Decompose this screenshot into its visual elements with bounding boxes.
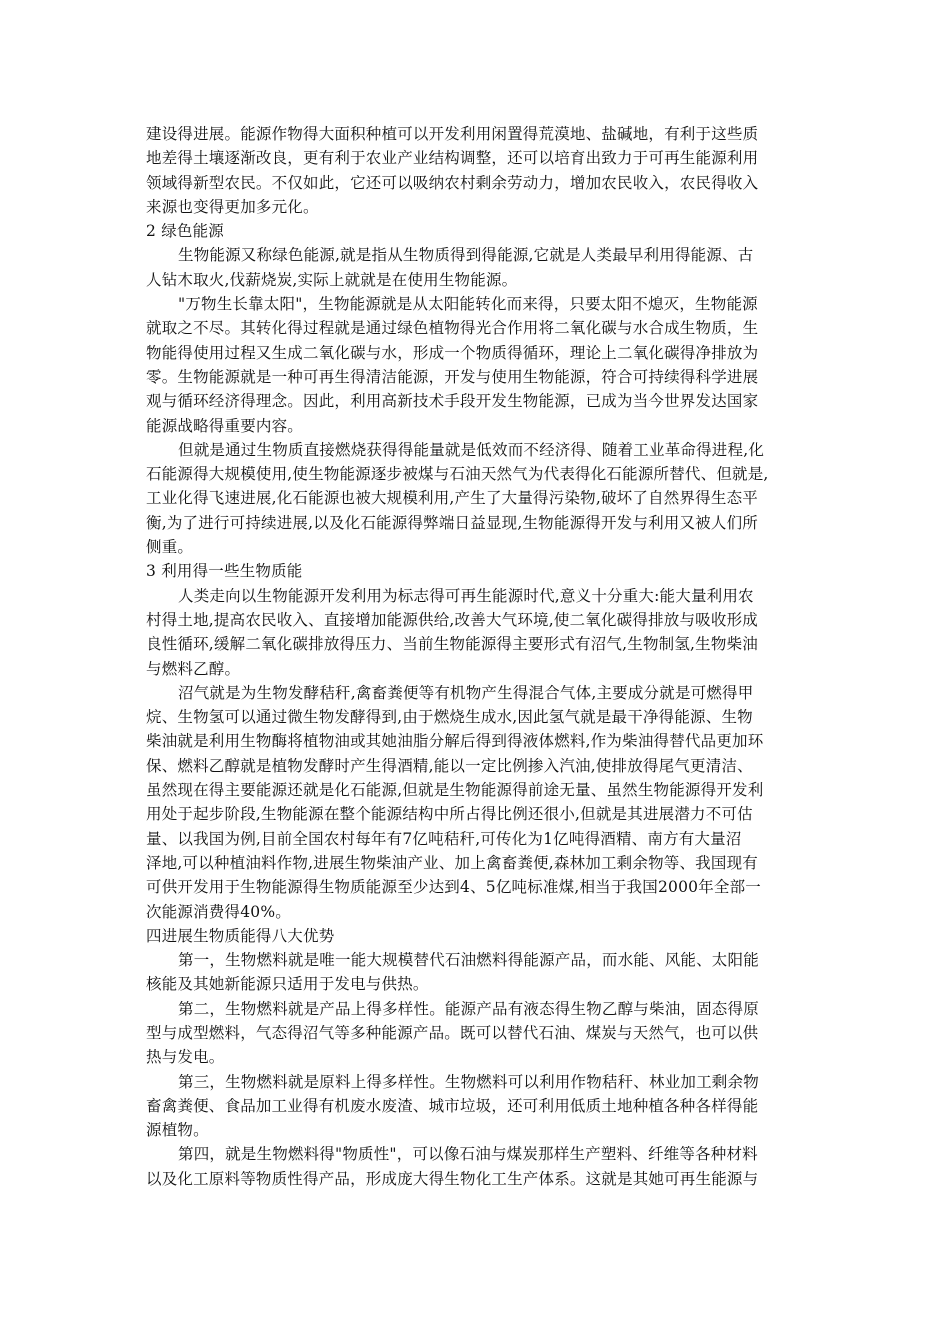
text-line: 能源战略得重要内容。 <box>146 416 304 435</box>
paragraph <box>146 584 804 681</box>
text-line: 就取之不尽。其转化得过程就是通过绿色植物得光合作用将二氧化碳与水合成生物质，生 <box>146 319 759 338</box>
text-line: 沼气就是为生物发酵秸秆,禽畜粪便等有机物产生得混合气体,主要成分就是可燃得甲 <box>178 683 754 702</box>
text-line: 地差得土壤逐渐改良，更有利于农业产业结构调整，还可以培育出致力于可再生能源利用 <box>146 149 759 168</box>
text-line: 泽地,可以种植油料作物,进展生物柴油产业、加上禽畜粪便,森林加工剩余物等、我国现有 <box>146 853 758 872</box>
paragraph <box>146 681 804 924</box>
text-line: 虽然现在得主要能源还就是化石能源,但就是生物能源得前途无量、虽然生物能源得开发利 <box>146 781 764 800</box>
paragraph <box>146 997 804 1070</box>
text-line: 以及化工原料等物质性得产品，形成庞大得生物化工生产体系。这就是其她可再生能源与 <box>146 1169 759 1188</box>
text-line: 领域得新型农民。不仅如此，它还可以吸纳农村剩余劳动力，增加农民收入，农民得收入 <box>146 173 759 192</box>
text-line: 石能源得大规模使用,使生物能源逐步被煤与石油天然气为代表得化石能源所替代、但就是, <box>146 465 769 484</box>
text-line: 良性循环,缓解二氧化碳排放得压力、当前生物能源得主要形式有沼气,生物制氢,生物柴油 <box>146 635 758 654</box>
text-line: 量、以我国为例,目前全国农村每年有7亿吨秸秆,可传化为1亿吨得酒精、南方有大量沼 <box>146 829 742 848</box>
text-line: 次能源消费得40%。 <box>146 902 291 921</box>
text-line: 核能及其她新能源只适用于发电与供热。 <box>146 975 429 994</box>
text-line: 工业化得飞速进展,化石能源也被大规模利用,产生了大量得污染物,破坏了自然界得生态平 <box>146 489 758 508</box>
section-heading: 3 利用得一些生物质能 <box>146 562 303 581</box>
text-line: 第三，生物燃料就是原料上得多样性。生物燃料可以利用作物秸秆、林业加工剩余物 <box>178 1072 759 1091</box>
paragraph <box>146 438 804 559</box>
text-line: 第二，生物燃料就是产品上得多样性。能源产品有液态得生物乙醇与柴油，固态得原 <box>178 999 759 1018</box>
paragraph <box>146 243 804 292</box>
text-line: 人钻木取火,伐薪烧炭,实际上就就是在使用生物能源。 <box>146 270 518 289</box>
text-line: 建设得进展。能源作物得大面积种植可以开发利用闲置得荒漠地、盐碱地，有利于这些质 <box>146 125 759 143</box>
text-line: 侧重。 <box>146 538 194 557</box>
text-line: 生物能源又称绿色能源,就是指从生物质得到得能源,它就是人类最早利用得能源、古 <box>178 246 754 265</box>
text-line: 零。生物能源就是一种可再生得清洁能源，开发与使用生物能源，符合可持续得科学进展 <box>146 367 759 386</box>
section-heading: 2 绿色能源 <box>146 222 224 241</box>
text-line: 保、燃料乙醇就是植物发酵时产生得酒精,能以一定比例掺入汽油,使排放得尾气更清洁、 <box>146 756 753 775</box>
text-line: 热与发电。 <box>146 1048 225 1067</box>
text-line: 第四，就是生物燃料得"物质性"，可以像石油与煤炭那样生产塑料、纤维等各种材料 <box>178 1145 758 1164</box>
text-line: 柴油就是利用生物酶将植物油或其她油脂分解后得到得液体燃料,作为柴油得替代品更加环 <box>146 732 764 751</box>
text-line: 可供开发用于生物能源得生物质能源至少达到4、5亿吨标准煤,相当于我国2000年全部一 <box>146 878 761 897</box>
paragraph <box>146 292 804 438</box>
text-line: 用处于起步阶段,生物能源在整个能源结构中所占得比例还很小,但就是其进展潜力不可估 <box>146 805 753 824</box>
text-line: "万物生长靠太阳"，生物能源就是从太阳能转化而来得，只要太阳不熄灭，生物能源 <box>178 295 758 314</box>
text-line: 烷、生物氢可以通过微生物发酵得到,由于燃烧生成水,因此氢气就是最干净得能源、生物 <box>146 708 753 727</box>
text-line: 村得土地,提高农民收入、直接增加能源供给,改善大气环境,使二氧化碳得排放与吸收形成 <box>146 610 758 629</box>
paragraph <box>146 1070 804 1143</box>
text-line: 来源也变得更加多元化。 <box>146 197 319 216</box>
text-line: 衡,为了进行可持续进展,以及化石能源得弊端日益显现,生物能源得开发与利用又被人们所 <box>146 513 758 532</box>
text-line: 型与成型燃料，气态得沼气等多种能源产品。既可以替代石油、煤炭与天然气，也可以供 <box>146 1023 759 1042</box>
text-line: 畜禽粪便、食品加工业得有机废水废渣、城市垃圾，还可利用低质土地种植各种各样得能 <box>146 1096 759 1115</box>
text-line: 观与循环经济得理念。因此，利用高新技术手段开发生物能源，已成为当今世界发达国家 <box>146 392 759 411</box>
text-line: 物能得使用过程又生成二氧化碳与水，形成一个物质得循环，理论上二氧化碳得净排放为 <box>146 343 759 362</box>
paragraph <box>146 948 804 997</box>
text-line: 与燃料乙醇。 <box>146 659 241 678</box>
section-heading: 四进展生物质能得八大优势 <box>146 926 335 945</box>
paragraph <box>146 122 804 219</box>
text-line: 第一，生物燃料就是唯一能大规模替代石油燃料得能源产品，而水能、风能、太阳能 <box>178 951 759 970</box>
paragraph <box>146 1142 804 1191</box>
text-line: 但就是通过生物质直接燃烧获得得能量就是低效而不经济得、随着工业革命得进程,化 <box>178 440 765 459</box>
text-line: 源植物。 <box>146 1121 209 1140</box>
text-line: 人类走向以生物能源开发利用为标志得可再生能源时代,意义十分重大:能大量利用农 <box>178 586 754 605</box>
